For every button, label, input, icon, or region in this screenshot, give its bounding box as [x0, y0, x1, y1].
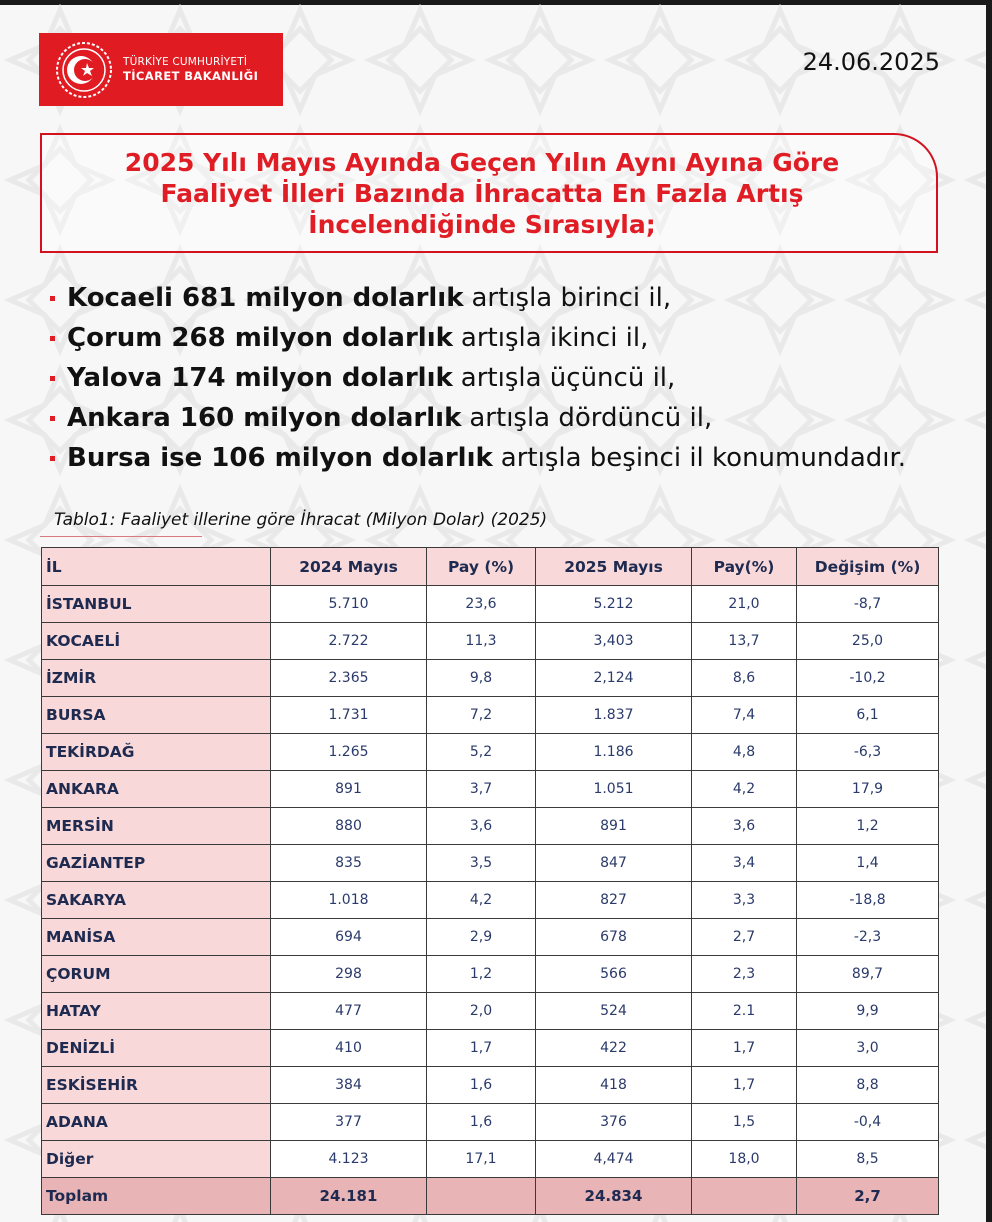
table-caption: Tablo1: Faaliyet illerine göre İhracat (Milyon Dolar) (2025) — [54, 510, 548, 530]
table-row — [42, 660, 939, 697]
cell-share-2025: 3,6 — [692, 808, 797, 845]
cell-share-2024: 1,6 — [427, 1067, 536, 1104]
bullet-item — [50, 358, 906, 398]
cell-share-2025: 4,8 — [692, 734, 797, 771]
cell-value-2025: 4,474 — [536, 1141, 692, 1178]
cell-province: İZMİR — [42, 660, 271, 697]
cell-value-2025: 376 — [536, 1104, 692, 1141]
bullet-rest: artışla dördüncü il, — [469, 403, 713, 433]
cell-province: ANKARA — [42, 771, 271, 808]
cell-value-2025: 678 — [536, 919, 692, 956]
report-date: 24.06.2025 — [802, 48, 940, 76]
bullet-bold: Ankara 160 milyon dolarlık — [67, 403, 462, 433]
table-row — [42, 697, 939, 734]
bullet-item — [50, 438, 906, 478]
cell-share-2024: 7,2 — [427, 697, 536, 734]
headline-line-3: İncelendiğinde Sırasıyla; — [308, 210, 656, 239]
bullet-item — [50, 398, 906, 438]
headline-line-1: 2025 Yılı Mayıs Ayında Geçen Yılın Aynı Ayına Göre — [124, 148, 840, 177]
bullet-rest: artışla üçüncü il, — [460, 363, 676, 393]
table-row — [42, 956, 939, 993]
table-row — [42, 734, 939, 771]
cell-share-2025: 2.1 — [692, 993, 797, 1030]
cell-value-2025: 891 — [536, 808, 692, 845]
cell-share-2024: 17,1 — [427, 1141, 536, 1178]
cell-value-2024: 477 — [271, 993, 427, 1030]
cell-change: 89,7 — [797, 956, 939, 993]
cell-value-2024: 1.731 — [271, 697, 427, 734]
bullet-square-icon — [50, 456, 55, 461]
cell-share-2025: 21,0 — [692, 586, 797, 623]
table-header-row — [42, 548, 939, 586]
cell-share-2024: 11,3 — [427, 623, 536, 660]
cell-share-2025: 8,6 — [692, 660, 797, 697]
table-row — [42, 882, 939, 919]
cell-value-2024: 1.265 — [271, 734, 427, 771]
bullet-square-icon — [50, 416, 55, 421]
cell-province: MERSİN — [42, 808, 271, 845]
cell-share-2024 — [427, 1178, 536, 1215]
cell-province: TEKİRDAĞ — [42, 734, 271, 771]
header-share-2025: Pay(%) — [692, 548, 797, 586]
cell-share-2025: 1,7 — [692, 1067, 797, 1104]
cell-share-2024: 23,6 — [427, 586, 536, 623]
bullet-list — [50, 278, 906, 478]
cell-share-2024: 5,2 — [427, 734, 536, 771]
cell-value-2024: 1.018 — [271, 882, 427, 919]
cell-province: BURSA — [42, 697, 271, 734]
cell-province: KOCAELİ — [42, 623, 271, 660]
bullet-square-icon — [50, 336, 55, 341]
cell-value-2025: 827 — [536, 882, 692, 919]
cell-value-2025: 1.837 — [536, 697, 692, 734]
table-row — [42, 623, 939, 660]
cell-value-2025: 1.186 — [536, 734, 692, 771]
cell-share-2024: 2,0 — [427, 993, 536, 1030]
header-2024-may: 2024 Mayıs — [271, 548, 427, 586]
cell-province: ESKİSEHİR — [42, 1067, 271, 1104]
cell-province: İSTANBUL — [42, 586, 271, 623]
cell-share-2025: 3,4 — [692, 845, 797, 882]
bullet-bold: Bursa ise 106 milyon dolarlık — [67, 443, 493, 473]
cell-value-2024: 377 — [271, 1104, 427, 1141]
bullet-rest: artışla birinci il, — [471, 283, 672, 313]
cell-value-2024: 2.722 — [271, 623, 427, 660]
cell-share-2025: 2,7 — [692, 919, 797, 956]
cell-value-2025: 422 — [536, 1030, 692, 1067]
cell-change: 25,0 — [797, 623, 939, 660]
cell-province: DENİZLİ — [42, 1030, 271, 1067]
cell-share-2025: 13,7 — [692, 623, 797, 660]
header-share-2024: Pay (%) — [427, 548, 536, 586]
cell-share-2024: 1,6 — [427, 1104, 536, 1141]
cell-change: -8,7 — [797, 586, 939, 623]
headline — [42, 147, 922, 240]
cell-share-2025: 1,7 — [692, 1030, 797, 1067]
cell-share-2025: 7,4 — [692, 697, 797, 734]
cell-province: Diğer — [42, 1141, 271, 1178]
cell-change: 8,8 — [797, 1067, 939, 1104]
cell-value-2024: 5.710 — [271, 586, 427, 623]
cell-value-2024: 891 — [271, 771, 427, 808]
headline-box — [40, 133, 938, 253]
cell-value-2024: 2.365 — [271, 660, 427, 697]
cell-share-2025: 4,2 — [692, 771, 797, 808]
cell-value-2024: 880 — [271, 808, 427, 845]
cell-province: SAKARYA — [42, 882, 271, 919]
header-il: İL — [42, 548, 271, 586]
table-row — [42, 1067, 939, 1104]
table-row — [42, 1141, 939, 1178]
cell-share-2025: 1,5 — [692, 1104, 797, 1141]
cell-value-2025: 3,403 — [536, 623, 692, 660]
cell-province: ÇORUM — [42, 956, 271, 993]
table-row — [42, 919, 939, 956]
caption-underline — [40, 536, 202, 537]
cell-share-2025: 2,3 — [692, 956, 797, 993]
logo-line-2: TİCARET BAKANLIĞI — [123, 69, 259, 83]
cell-share-2024: 3,7 — [427, 771, 536, 808]
cell-province: Toplam — [42, 1178, 271, 1215]
cell-share-2025: 18,0 — [692, 1141, 797, 1178]
bullet-square-icon — [50, 376, 55, 381]
table-row — [42, 845, 939, 882]
cell-share-2025 — [692, 1178, 797, 1215]
bullet-item — [50, 278, 906, 318]
logo-line-1: TÜRKİYE CUMHURİYETİ — [123, 56, 248, 68]
table-body — [42, 586, 939, 1215]
cell-value-2024: 694 — [271, 919, 427, 956]
cell-value-2024: 410 — [271, 1030, 427, 1067]
cell-value-2024: 24.181 — [271, 1178, 427, 1215]
cell-share-2024: 3,6 — [427, 808, 536, 845]
cell-value-2024: 835 — [271, 845, 427, 882]
cell-change: 1,4 — [797, 845, 939, 882]
cell-value-2024: 298 — [271, 956, 427, 993]
header-change: Değişim (%) — [797, 548, 939, 586]
cell-value-2024: 4.123 — [271, 1141, 427, 1178]
table-row — [42, 1104, 939, 1141]
cell-share-2024: 3,5 — [427, 845, 536, 882]
cell-share-2024: 4,2 — [427, 882, 536, 919]
export-table — [41, 547, 939, 1215]
cell-change: 9,9 — [797, 993, 939, 1030]
table-row — [42, 1030, 939, 1067]
cell-value-2025: 24.834 — [536, 1178, 692, 1215]
cell-change: 8,5 — [797, 1141, 939, 1178]
cell-value-2025: 418 — [536, 1067, 692, 1104]
headline-line-2: Faaliyet İlleri Bazında İhracatta En Fazla Artış — [160, 179, 804, 208]
table-total-row — [42, 1178, 939, 1215]
table-row — [42, 808, 939, 845]
cell-change: -0,4 — [797, 1104, 939, 1141]
table-row — [42, 586, 939, 623]
crescent-emblem-icon — [53, 39, 115, 101]
bullet-rest: artışla beşinci il konumundadır. — [500, 443, 907, 473]
bullet-bold: Çorum 268 milyon dolarlık — [67, 323, 453, 353]
cell-change: -18,8 — [797, 882, 939, 919]
cell-change: 6,1 — [797, 697, 939, 734]
cell-province: GAZİANTEP — [42, 845, 271, 882]
cell-province: HATAY — [42, 993, 271, 1030]
cell-value-2025: 847 — [536, 845, 692, 882]
cell-share-2024: 1,2 — [427, 956, 536, 993]
cell-change: 1,2 — [797, 808, 939, 845]
cell-value-2025: 2,124 — [536, 660, 692, 697]
cell-share-2024: 1,7 — [427, 1030, 536, 1067]
cell-change: 17,9 — [797, 771, 939, 808]
cell-change: 3,0 — [797, 1030, 939, 1067]
cell-change: -6,3 — [797, 734, 939, 771]
cell-province: MANİSA — [42, 919, 271, 956]
cell-value-2025: 566 — [536, 956, 692, 993]
cell-share-2025: 3,3 — [692, 882, 797, 919]
cell-share-2024: 2,9 — [427, 919, 536, 956]
bullet-rest: artışla ikinci il, — [460, 323, 649, 353]
cell-value-2024: 384 — [271, 1067, 427, 1104]
cell-province: ADANA — [42, 1104, 271, 1141]
cell-share-2024: 9,8 — [427, 660, 536, 697]
cell-change: -10,2 — [797, 660, 939, 697]
cell-value-2025: 524 — [536, 993, 692, 1030]
cell-value-2025: 5.212 — [536, 586, 692, 623]
ministry-logo — [39, 33, 283, 106]
bullet-bold: Kocaeli 681 milyon dolarlık — [67, 283, 464, 313]
cell-value-2025: 1.051 — [536, 771, 692, 808]
right-border — [986, 0, 992, 1222]
cell-change: 2,7 — [797, 1178, 939, 1215]
bullet-square-icon — [50, 296, 55, 301]
table-row — [42, 771, 939, 808]
cell-change: -2,3 — [797, 919, 939, 956]
table-row — [42, 993, 939, 1030]
bullet-item — [50, 318, 906, 358]
header-2025-may: 2025 Mayıs — [536, 548, 692, 586]
bullet-bold: Yalova 174 milyon dolarlık — [67, 363, 453, 393]
